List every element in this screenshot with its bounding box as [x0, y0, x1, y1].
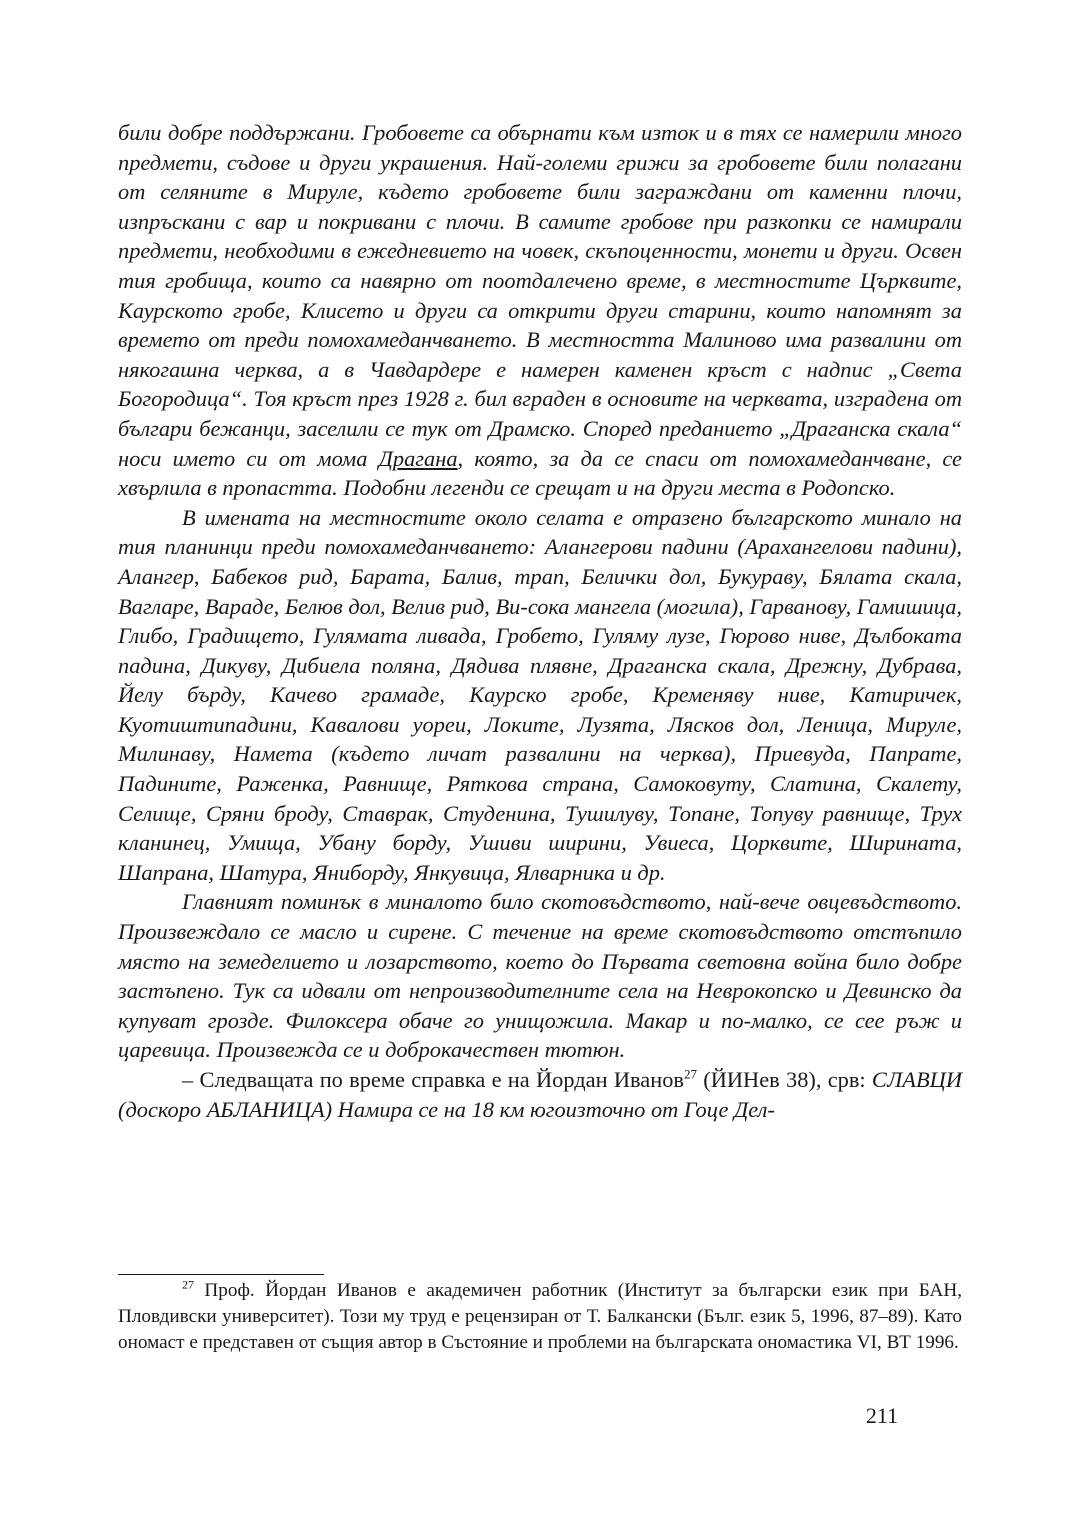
paragraph-1-text: били добре поддържани. Гробовете са обърнати към изток и в тях се намерили много предмети, съдове и други украшения. Най-големи грижи за гробовете били полагани от селяните в Мируле, където гробовете били заграждани от каменни плочи, изпръскани с вар и покривани с плочи. В самите гробове при разкопки се намирали предмети, необходими в ежедневието на човек, скъпоценности, монети и други. Освен тия гробища, които са навярно от поотдалечено време, в местностите Църквите, Каурското гробе, Клисето и други са открити други старини, които напомнят за времето от преди помохамеданчването. В местността Малиново има развалини от някогашна черква, а в Чавдардере е намерен каменен кръст с надпис „Света Богородица“. Тоя кръст през 1928 г. бил вграден в основите на черквата, изградена от българи бежанци, заселили се тук от Драмско. Според преданието „Драганска скала“ носи името си от мома: [118, 120, 962, 471]
footnote-text: Проф. Йордан Иванов е академичен работник (Институт за български език при БАН, Пловдивски университет). Този му труд е рецензиран от Т. Балкански (Бълг. език 5, 1996, 87–89). Като ономаст е представен от същия автор в Състояние и проблеми на българската ономастика VI, ВТ 1996.: [118, 1280, 962, 1353]
underlined-name-dragana: Драгана: [378, 445, 458, 471]
footnote-separator: [118, 1274, 324, 1275]
paragraph-1-end: , която, за да се спаси от помохамеданчване, се хвърлила в пропастта. Подобни легенди се срещат и на други места в Родопско.: [118, 445, 962, 501]
paragraph-4-italic: СЛАВЦИ (доскоро АБЛАНИЦА) Намира се на 18 км югоизточно от Гоце Дел-: [118, 1067, 962, 1122]
paragraph-4: [118, 1065, 962, 1124]
footnote-reference-27: 27: [683, 1066, 697, 1082]
footnote-27: [118, 1278, 962, 1356]
paragraph-1: [118, 118, 962, 503]
main-text: [118, 118, 962, 1124]
page-number: 211: [865, 1403, 899, 1428]
paragraph-2: В имената на местностите около селата е отразено българското минало на тия планинци преди помохамеданчването: Алангерови падини (Арахангелови падини), Алангер, Бабеков рид, Барата, Балив, трап, Белички дол, Букураву, Бялата скала, Вагларе, Вараде, Белюв дол, Велив рид, Ви-сока мангела (могила), Гарванову, Гамишица, Глибо, Градището, Гулямата ливада, Гробето, Гуляму лузе, Гюрово ниве, Дълбоката падина, Дикуву, Дибиела поляна, Дядива плявне, Драганска скала, Дрежну, Дубрава, Йелу бърду, Качево грамаде, Каурско гробе, Кременяву ниве, Катиричек, Куотиштипадини, Кавалови уореи, Локите, Лузята, Лясков дол, Леница, Мируле, Милинаву, Намета (където личат развалини на черква), Приевуда, Папрате, Падините, Раженка, Равнище, Ряткова страна, Самоковуту, Слатина, Скалету, Селище, Сряни броду, Ставрак, Студенина, Тушилуву, Топане, Топуву равнище, Трух кланинец, Умища, Убану борду, Ушиви ширини, Увиеса, Цорквите, Ширината, Шапрана, Шатура, Яниборду, Янкувица, Ялварника и др.: [118, 504, 962, 885]
paragraph-3: Главният поминък в миналото било скотовъдството, най-вече овцевъдството. Произвеждало се масло и сирене. С течение на време скотовъдството отстъпило място на земеделието и лозарството, което до Първата световна война било добре застъпено. Тук са идвали от непроизводителните села на Неврокопско и Девинско да купуват грозде. Филоксера обаче го унищожила. Макар и по-малко, се сее ръж и царевица. Произвежда се и доброкачествен тютюн.: [118, 889, 962, 1063]
footnote-number: 27: [182, 1277, 194, 1292]
paragraph-4-mid: (ЙИНев 38), срв:: [696, 1067, 872, 1092]
paragraph-4-text: – Следващата по време справка е на Йордан Иванов: [182, 1067, 684, 1092]
